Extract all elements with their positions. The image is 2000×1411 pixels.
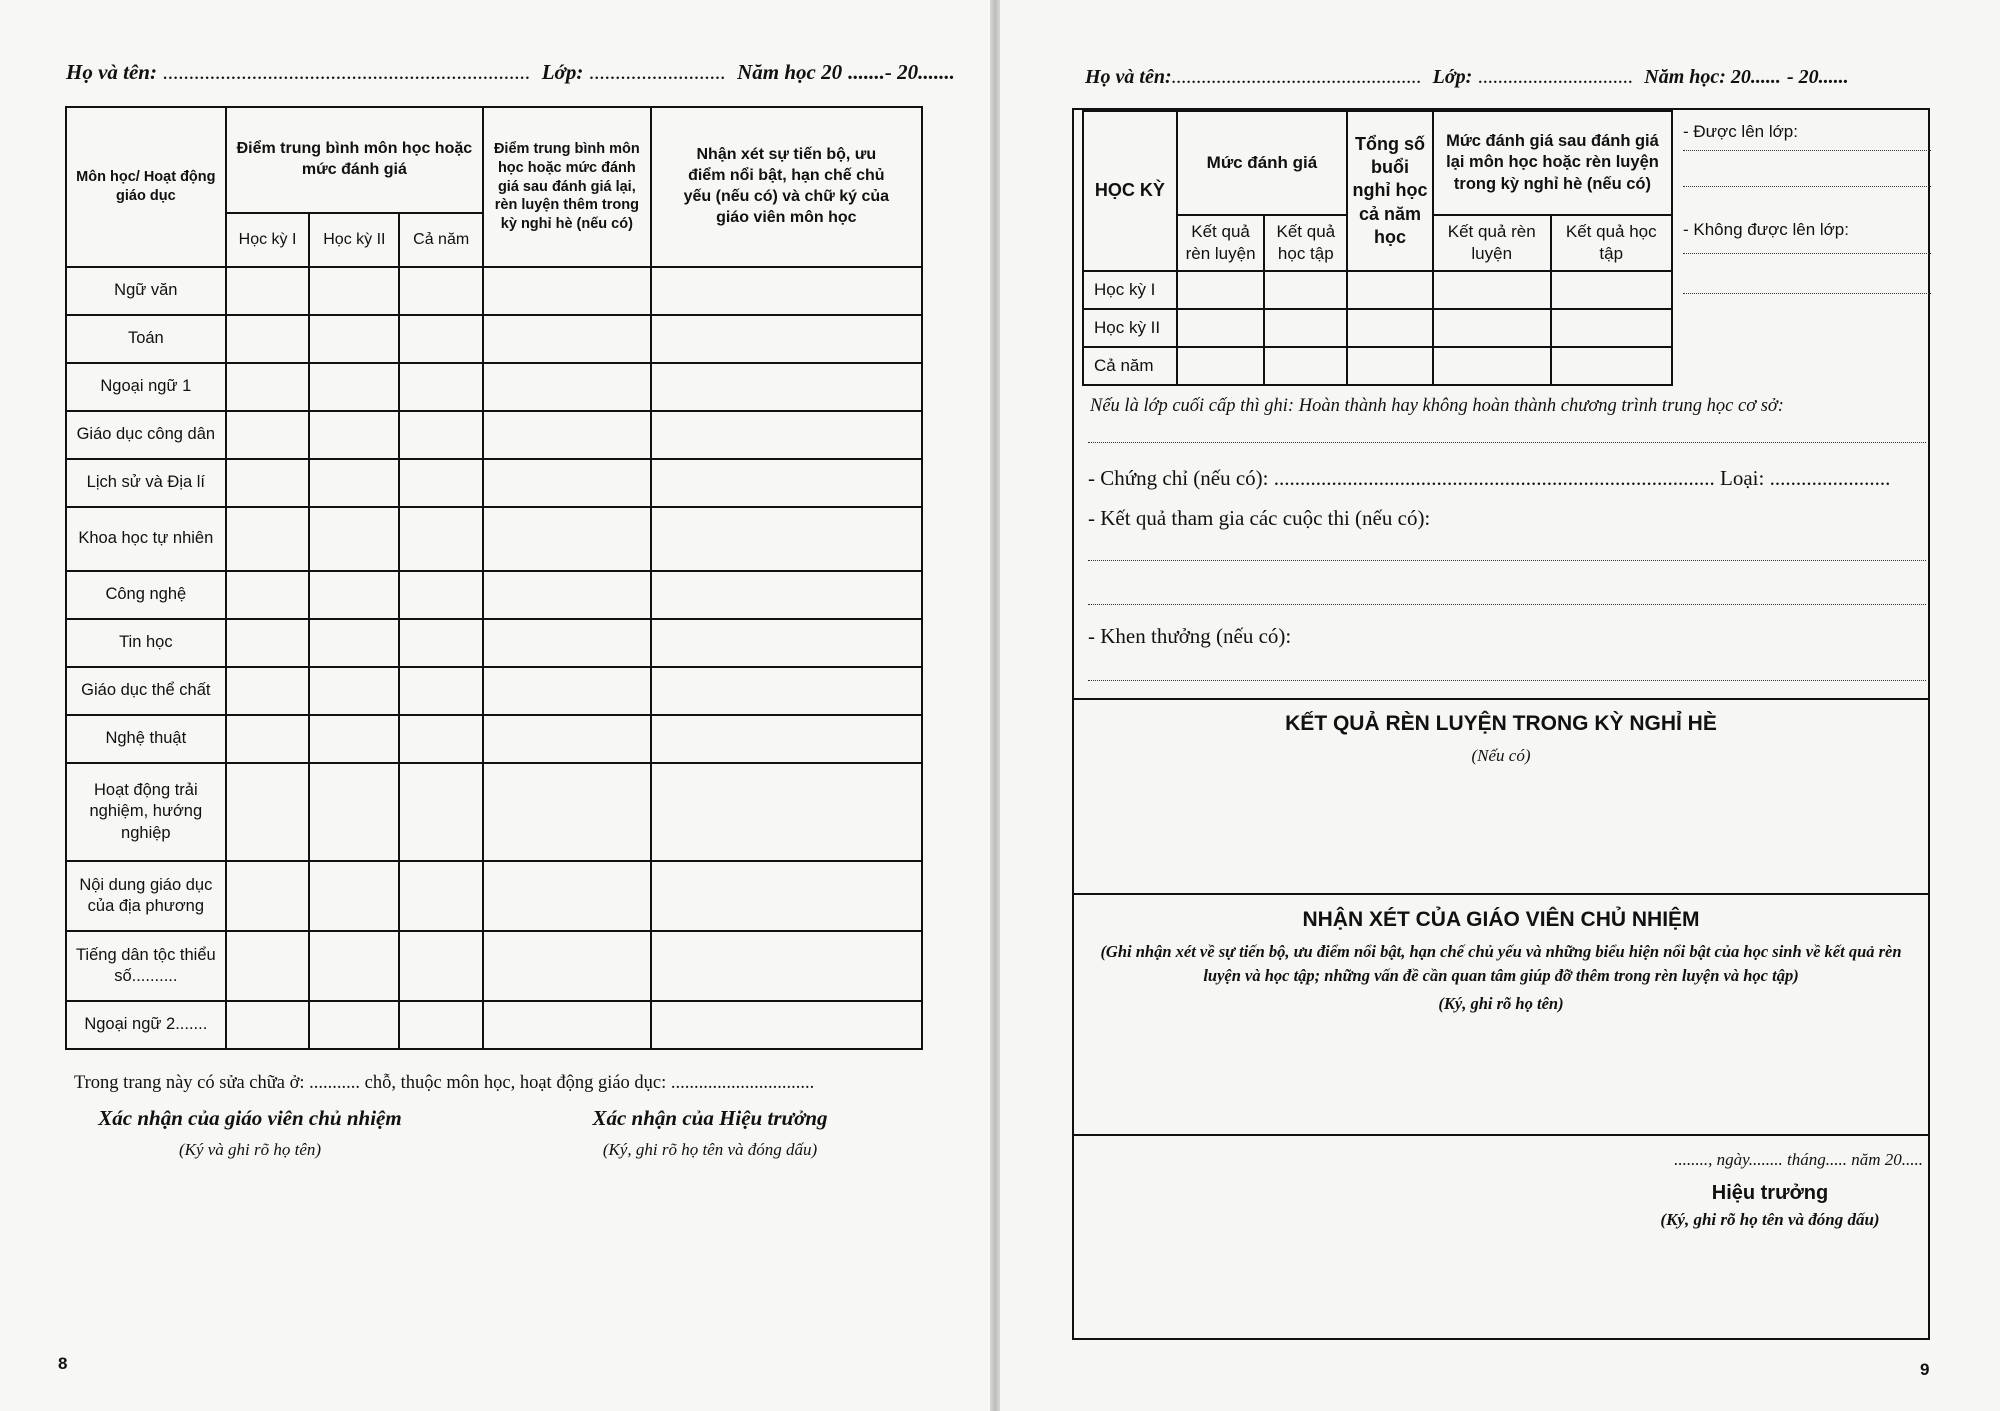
reeval-cell[interactable] xyxy=(483,1001,651,1049)
rank-dots: ....................... xyxy=(1769,466,1891,490)
left-header xyxy=(66,60,961,85)
promoted-line-1 xyxy=(1683,150,1931,151)
score-year-cell[interactable] xyxy=(399,667,483,715)
subject-row xyxy=(66,619,922,667)
train-level-cell[interactable] xyxy=(1177,309,1265,347)
name-dots: ...................................................................... xyxy=(162,60,531,84)
divider-summer xyxy=(1072,698,1930,700)
term-row xyxy=(1083,309,1672,347)
term-name: Học kỳ I xyxy=(1083,271,1177,309)
subject-name: Hoạt động trải nghiệm, hướng nghiệp xyxy=(66,763,226,861)
page-number-left: 8 xyxy=(58,1354,68,1373)
awards-line xyxy=(1088,680,1926,681)
subject-name: Công nghệ xyxy=(66,571,226,619)
term-rows xyxy=(1083,271,1672,385)
subject-row xyxy=(66,1001,922,1049)
sub-header-hk2: Học kỳ II xyxy=(309,213,399,267)
subject-rows xyxy=(66,267,922,1049)
sub-study-1: Kết quả học tập xyxy=(1264,215,1347,271)
score-year-cell[interactable] xyxy=(399,619,483,667)
comment-cell[interactable] xyxy=(651,667,922,715)
score-year-cell[interactable] xyxy=(399,459,483,507)
class-label: Lớp: xyxy=(541,60,584,84)
reeval-cell[interactable] xyxy=(483,571,651,619)
score-hk2-cell[interactable] xyxy=(309,1001,399,1049)
sub-header-hk1: Học kỳ I xyxy=(226,213,310,267)
score-hk2-cell[interactable] xyxy=(309,861,399,931)
confirm-teacher-sub: (Ký và ghi rõ họ tên) xyxy=(178,1140,322,1159)
subject-row xyxy=(66,363,922,411)
name-label: Họ và tên: xyxy=(1085,66,1172,88)
score-hk2-cell[interactable] xyxy=(309,619,399,667)
subject-row xyxy=(66,507,922,571)
book-gutter xyxy=(990,0,1000,1411)
subject-row xyxy=(66,667,922,715)
comment-cell[interactable] xyxy=(651,267,922,315)
subject-name: Ngữ văn xyxy=(66,267,226,315)
score-hk1-cell[interactable] xyxy=(226,411,310,459)
score-hk1-cell[interactable] xyxy=(226,931,310,1001)
score-hk2-cell[interactable] xyxy=(309,667,399,715)
divider-teacher xyxy=(1072,893,1930,895)
year-mid: .......- 20 xyxy=(848,60,919,84)
score-year-cell[interactable] xyxy=(399,315,483,363)
subject-row xyxy=(66,931,922,1001)
sub-train-1: Kết quả rèn luyện xyxy=(1177,215,1265,271)
certificate-dots: .................................................................................... xyxy=(1273,466,1715,490)
reeval-cell[interactable] xyxy=(483,715,651,763)
certificate-label: - Chứng chỉ (nếu có): xyxy=(1088,466,1274,490)
reeval-cell[interactable] xyxy=(483,363,651,411)
contests-label: - Kết quả tham gia các cuộc thi (nếu có): xyxy=(1088,506,1431,530)
comment-cell[interactable] xyxy=(651,459,922,507)
train-reeval-cell[interactable] xyxy=(1433,271,1551,309)
subject-name: Tin học xyxy=(66,619,226,667)
col-score-header: Điểm trung bình môn học hoặc mức đánh giá xyxy=(226,107,483,213)
score-year-cell[interactable] xyxy=(399,715,483,763)
teacher-sign: (Ký, ghi rõ họ tên) xyxy=(1438,994,1564,1013)
reeval-cell[interactable] xyxy=(483,411,651,459)
score-hk1-cell[interactable] xyxy=(226,715,310,763)
class-dots: .......................... xyxy=(589,60,726,84)
score-hk2-cell[interactable] xyxy=(309,267,399,315)
subject-name: Ngoại ngữ 1 xyxy=(66,363,226,411)
confirm-principal: Xác nhận của Hiệu trưởng xyxy=(592,1106,828,1130)
subject-row xyxy=(66,571,922,619)
last-grade-note: Nếu là lớp cuối cấp thì ghi: Hoàn thành hay không hoàn thành chương trình trung học cơ sở: xyxy=(1090,396,1784,416)
col-term-header: HỌC KỲ xyxy=(1083,111,1177,271)
reeval-cell[interactable] xyxy=(483,507,651,571)
comment-cell[interactable] xyxy=(651,715,922,763)
col-subject-header: Môn học/ Hoạt động giáo dục xyxy=(66,107,226,267)
teacher-title: NHẬN XÉT CỦA GIÁO VIÊN CHỦ NHIỆM xyxy=(1302,908,1700,931)
train-reeval-cell[interactable] xyxy=(1433,347,1551,385)
reeval-cell[interactable] xyxy=(483,315,651,363)
reeval-cell[interactable] xyxy=(483,763,651,861)
right-header xyxy=(1085,66,1855,89)
score-year-cell[interactable] xyxy=(399,507,483,571)
summer-title: KẾT QUẢ RÈN LUYỆN TRONG KỲ NGHỈ HÈ xyxy=(1285,712,1717,735)
col-reeval-header: Điểm trung bình môn học hoặc mức đánh giá sau đánh giá lại, rèn luyện thêm trong kỳ nghỉ hè (nếu có) xyxy=(483,107,651,267)
subject-name: Lịch sử và Địa lí xyxy=(66,459,226,507)
last-grade-line xyxy=(1088,442,1926,443)
left-page xyxy=(0,0,990,1411)
reeval-cell[interactable] xyxy=(483,861,651,931)
comment-cell[interactable] xyxy=(651,763,922,861)
subject-name: Nghệ thuật xyxy=(66,715,226,763)
score-hk2-cell[interactable] xyxy=(309,931,399,1001)
term-name: Cả năm xyxy=(1083,347,1177,385)
absent-total-cell[interactable] xyxy=(1347,347,1433,385)
year-end: ....... xyxy=(918,60,955,84)
score-hk2-cell[interactable] xyxy=(309,363,399,411)
not-promoted-line-2 xyxy=(1683,293,1931,294)
reeval-cell[interactable] xyxy=(483,931,651,1001)
principal-title: Hiệu trưởng xyxy=(1711,1182,1829,1204)
score-year-cell[interactable] xyxy=(399,267,483,315)
reeval-cell[interactable] xyxy=(483,267,651,315)
rank-label: Loại: xyxy=(1720,466,1770,490)
subject-name: Toán xyxy=(66,315,226,363)
sub-header-year: Cả năm xyxy=(399,213,483,267)
subject-row xyxy=(66,763,922,861)
score-hk2-cell[interactable] xyxy=(309,571,399,619)
score-hk1-cell[interactable] xyxy=(226,571,310,619)
divider-principal xyxy=(1072,1134,1930,1136)
col-total-absent-header: Tổng số buổi nghỉ học cả năm học xyxy=(1347,111,1433,271)
score-hk2-cell[interactable] xyxy=(309,459,399,507)
train-reeval-cell[interactable] xyxy=(1433,309,1551,347)
col-level-header: Mức đánh giá xyxy=(1177,111,1347,215)
comment-cell[interactable] xyxy=(651,411,922,459)
subject-row xyxy=(66,459,922,507)
subject-name: Giáo dục công dân xyxy=(66,411,226,459)
term-row xyxy=(1083,347,1672,385)
comment-cell[interactable] xyxy=(651,619,922,667)
score-year-cell[interactable] xyxy=(399,931,483,1001)
year-label: Năm học: 20...... xyxy=(1644,66,1781,88)
term-row xyxy=(1083,271,1672,309)
reeval-cell[interactable] xyxy=(483,619,651,667)
promoted-label: - Được lên lớp: xyxy=(1683,122,1798,141)
score-year-cell[interactable] xyxy=(399,1001,483,1049)
page-number-right: 9 xyxy=(1920,1360,1930,1379)
sub-train-2: Kết quả rèn luyện xyxy=(1433,215,1551,271)
contests-line-1 xyxy=(1088,560,1926,561)
comment-cell[interactable] xyxy=(651,1001,922,1049)
subject-name: Nội dung giáo dục của địa phương xyxy=(66,861,226,931)
subject-row xyxy=(66,715,922,763)
score-year-cell[interactable] xyxy=(399,763,483,861)
study-level-cell[interactable] xyxy=(1264,309,1347,347)
score-hk1-cell[interactable] xyxy=(226,267,310,315)
score-hk2-cell[interactable] xyxy=(309,507,399,571)
contests-line-2 xyxy=(1088,604,1926,605)
name-label: Họ và tên: xyxy=(66,60,157,84)
score-year-cell[interactable] xyxy=(399,571,483,619)
comment-cell[interactable] xyxy=(651,571,922,619)
comment-cell[interactable] xyxy=(651,931,922,1001)
name-dots: .................................................. xyxy=(1171,66,1422,88)
comment-cell[interactable] xyxy=(651,507,922,571)
subject-name: Ngoại ngữ 2....... xyxy=(66,1001,226,1049)
subject-row xyxy=(66,411,922,459)
subject-row xyxy=(66,861,922,931)
subject-name: Tiếng dân tộc thiểu số.......... xyxy=(66,931,226,1001)
not-promoted-label: - Không được lên lớp: xyxy=(1683,220,1849,239)
study-level-cell[interactable] xyxy=(1264,271,1347,309)
teacher-note: (Ghi nhận xét về sự tiến bộ, ưu điểm nổi bật, hạn chế chủ yếu và những biểu hiện nổi bật của học sinh về kết quả rèn luyện và học tập; những vấn đề cần quan tâm giúp đỡ thêm trong rèn luyện và học tập) xyxy=(1100,942,1902,985)
not-promoted-line-1 xyxy=(1683,253,1931,254)
score-year-cell[interactable] xyxy=(399,411,483,459)
correction-note: Trong trang này có sửa chữa ở: ........... chỗ, thuộc môn học, hoạt động giáo dục: ............................... xyxy=(74,1073,815,1093)
date-line: ........, ngày........ tháng..... năm 20..... xyxy=(1674,1150,1923,1169)
score-hk2-cell[interactable] xyxy=(309,411,399,459)
comment-cell[interactable] xyxy=(651,363,922,411)
subject-name: Giáo dục thể chất xyxy=(66,667,226,715)
reeval-cell[interactable] xyxy=(483,459,651,507)
comment-cell[interactable] xyxy=(651,315,922,363)
train-level-cell[interactable] xyxy=(1177,347,1265,385)
score-hk1-cell[interactable] xyxy=(226,619,310,667)
subject-name: Khoa học tự nhiên xyxy=(66,507,226,571)
confirm-teacher: Xác nhận của giáo viên chủ nhiệm xyxy=(98,1106,402,1130)
score-hk1-cell[interactable] xyxy=(226,459,310,507)
absent-total-cell[interactable] xyxy=(1347,271,1433,309)
term-result-table xyxy=(1082,110,1673,386)
promoted-line-2 xyxy=(1683,186,1931,187)
score-hk2-cell[interactable] xyxy=(309,715,399,763)
subject-score-table xyxy=(65,106,923,1050)
score-hk1-cell[interactable] xyxy=(226,507,310,571)
score-hk2-cell[interactable] xyxy=(309,315,399,363)
study-reeval-cell[interactable] xyxy=(1551,271,1673,309)
certificate-line xyxy=(1088,466,1890,491)
study-reeval-cell[interactable] xyxy=(1551,347,1673,385)
score-hk1-cell[interactable] xyxy=(226,763,310,861)
year-label: Năm học 20 xyxy=(737,60,843,84)
class-dots: ............................... xyxy=(1478,66,1634,88)
confirm-principal-sub: (Ký, ghi rõ họ tên và đóng dấu) xyxy=(602,1140,818,1159)
class-label: Lớp: xyxy=(1432,66,1473,88)
subject-row xyxy=(66,267,922,315)
score-hk1-cell[interactable] xyxy=(226,861,310,931)
reeval-cell[interactable] xyxy=(483,667,651,715)
year-end: - 20...... xyxy=(1786,66,1849,88)
score-hk1-cell[interactable] xyxy=(226,363,310,411)
principal-sub: (Ký, ghi rõ họ tên và đóng dấu) xyxy=(1660,1210,1880,1229)
summer-sub: (Nếu có) xyxy=(1471,746,1531,765)
subject-row xyxy=(66,315,922,363)
score-hk1-cell[interactable] xyxy=(226,1001,310,1049)
score-hk1-cell[interactable] xyxy=(226,667,310,715)
absent-total-cell[interactable] xyxy=(1347,309,1433,347)
score-hk1-cell[interactable] xyxy=(226,315,310,363)
train-level-cell[interactable] xyxy=(1177,271,1265,309)
study-reeval-cell[interactable] xyxy=(1551,309,1673,347)
right-page xyxy=(1000,0,2000,1411)
col-comment-header: Nhận xét sự tiến bộ, ưu điểm nổi bật, hạn chế chủ yếu (nếu có) và chữ ký của giáo viên môn học xyxy=(651,107,922,267)
score-year-cell[interactable] xyxy=(399,363,483,411)
comment-cell[interactable] xyxy=(651,861,922,931)
term-name: Học kỳ II xyxy=(1083,309,1177,347)
score-hk2-cell[interactable] xyxy=(309,763,399,861)
awards-label: - Khen thưởng (nếu có): xyxy=(1088,624,1292,648)
study-level-cell[interactable] xyxy=(1264,347,1347,385)
col-reeval-header: Mức đánh giá sau đánh giá lại môn học hoặc rèn luyện trong kỳ nghỉ hè (nếu có) xyxy=(1433,111,1672,215)
score-year-cell[interactable] xyxy=(399,861,483,931)
sub-study-2: Kết quả học tập xyxy=(1551,215,1673,271)
